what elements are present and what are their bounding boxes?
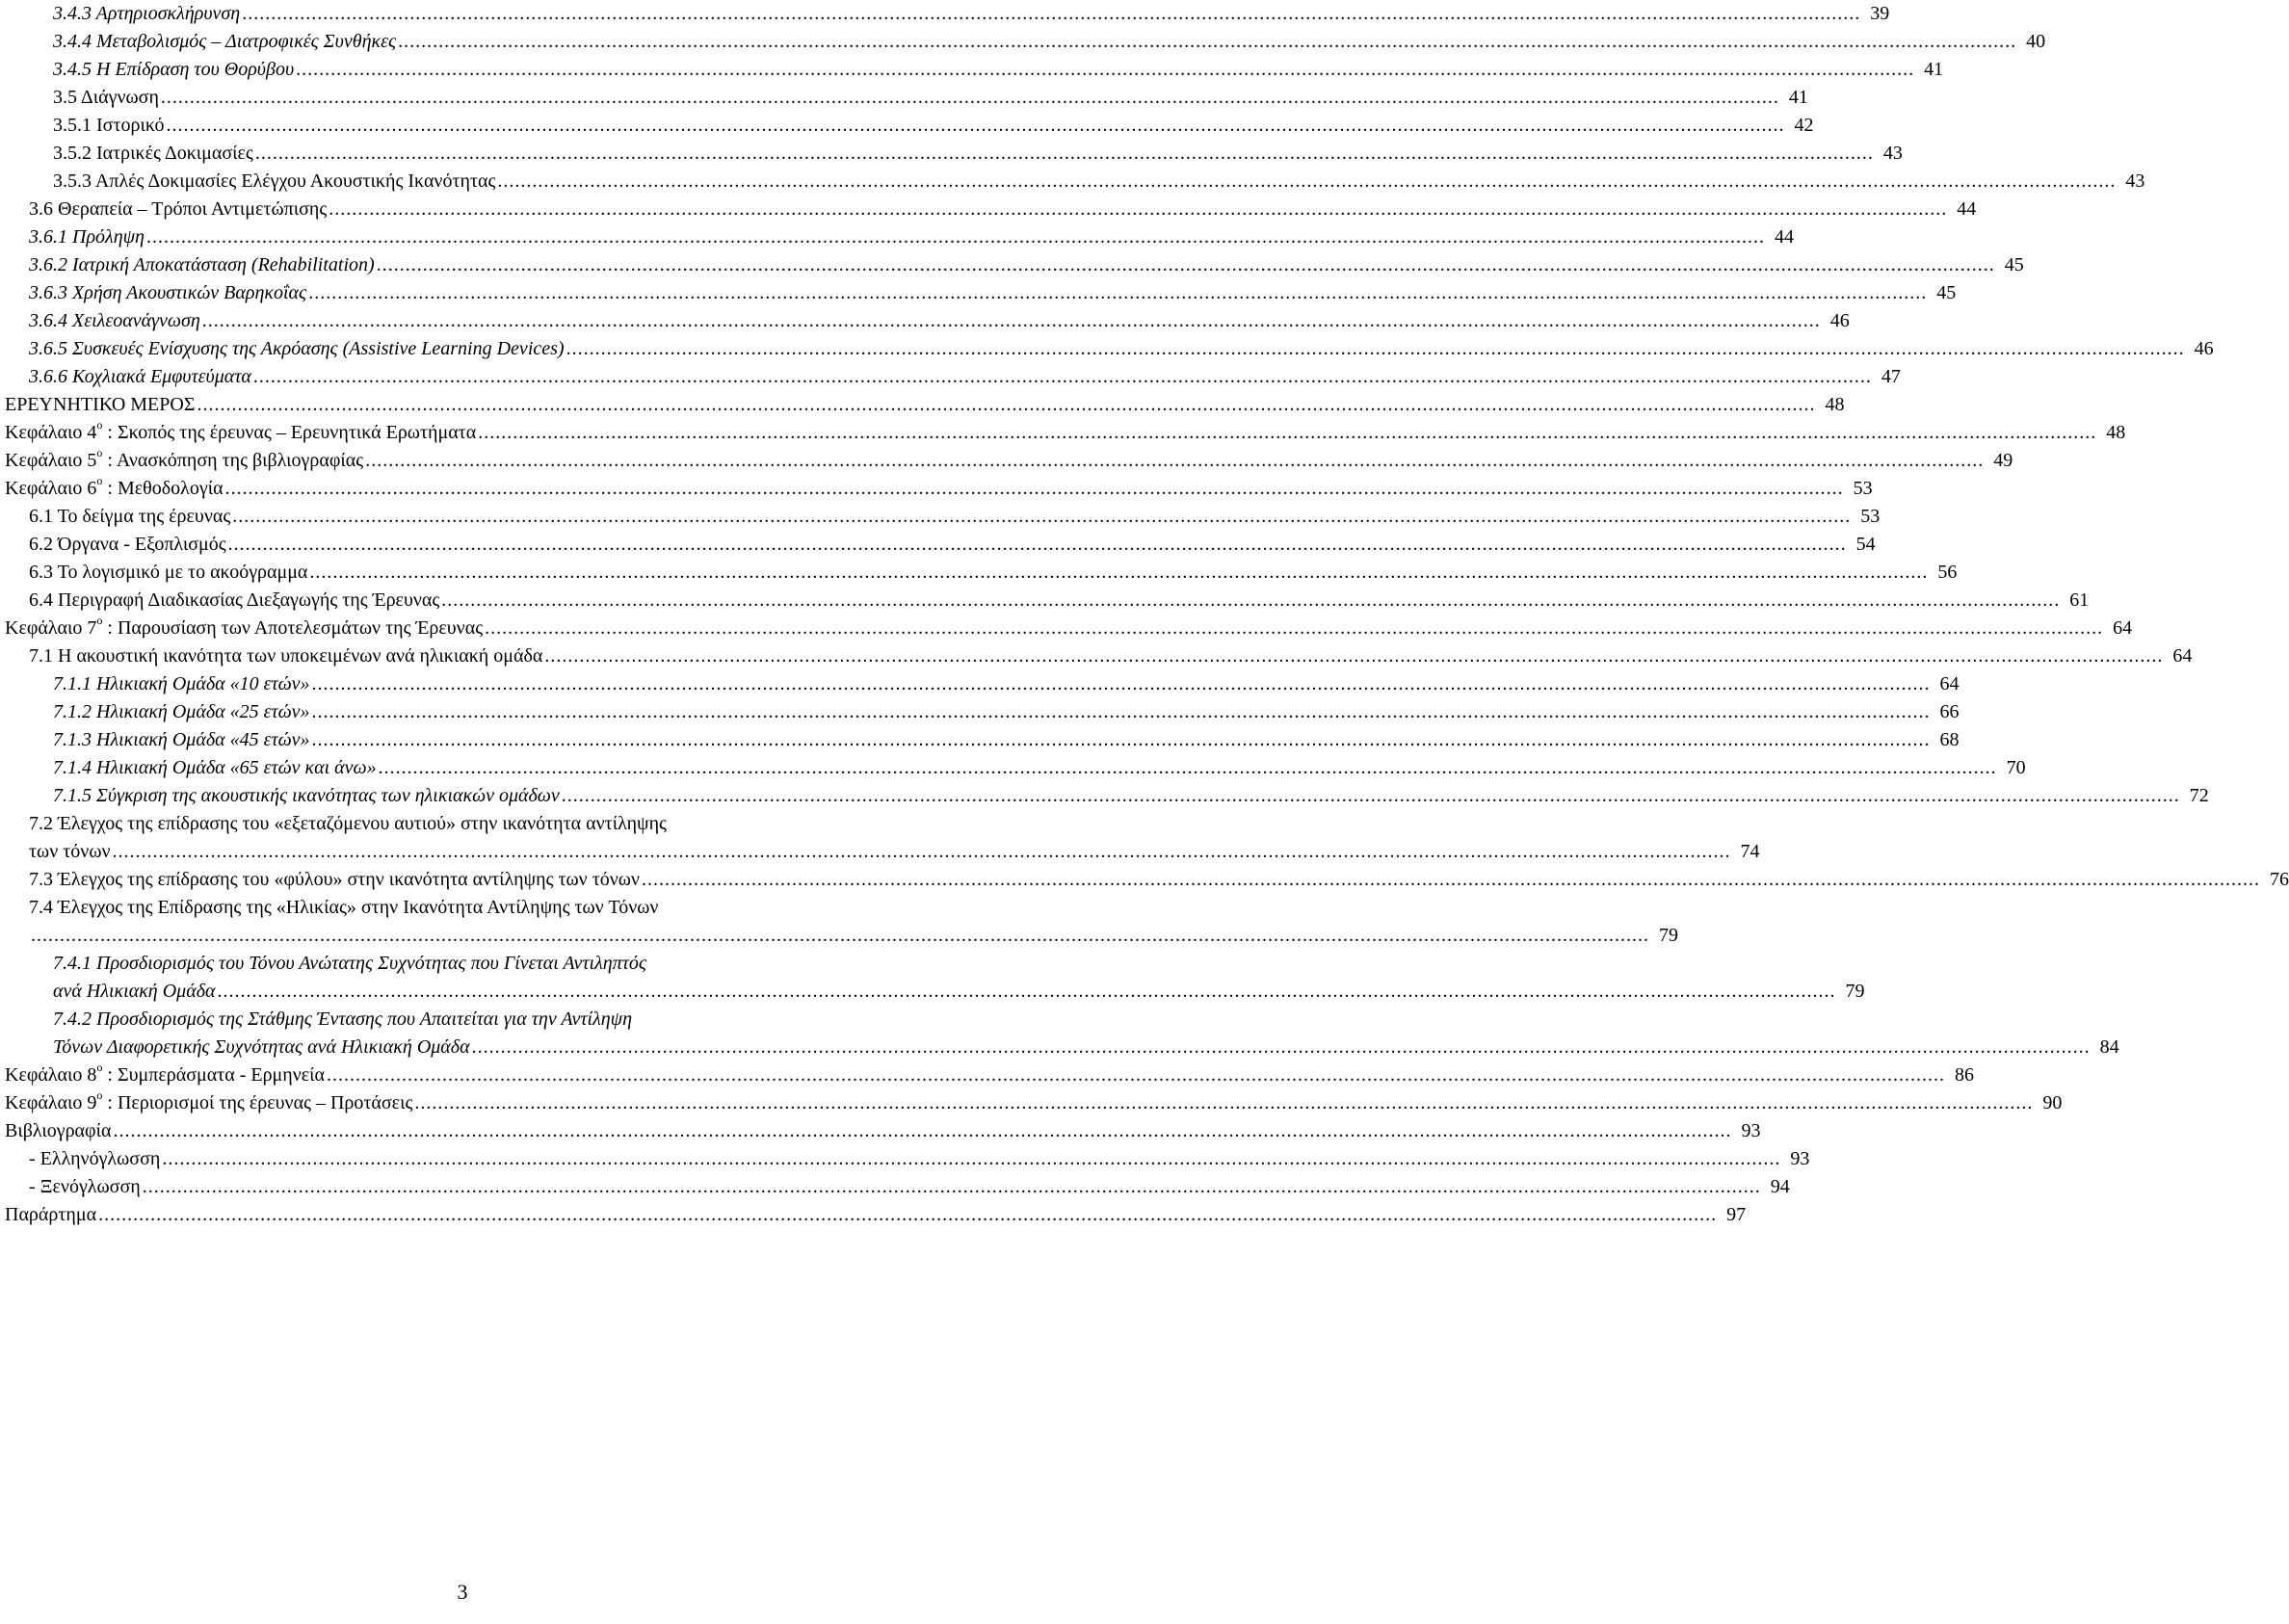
toc-entry[interactable]: [0, 391, 1845, 419]
toc-entry-title: 3.5.3 Απλές Δοκιμασίες Ελέγχου Ακουστικής Ικανότητας: [53, 170, 496, 192]
dot-leader: [161, 84, 1779, 112]
dot-leader: [398, 28, 2016, 56]
toc-entry[interactable]: [0, 251, 2024, 279]
toc-entry-title: 7.1.2 Ηλικιακή Ομάδα «25 ετών»: [53, 701, 310, 722]
dot-leader: [232, 503, 1851, 531]
toc-page-number: 76: [2269, 869, 2289, 890]
toc-entry-title: 3.4.4 Μεταβολισμός – Διατροφικές Συνθήκες: [53, 31, 397, 52]
toc-entry-title: - Ξενόγλωσση: [29, 1176, 141, 1197]
dot-leader: [31, 922, 1649, 950]
toc-page-number: 66: [1939, 701, 1960, 722]
toc-entry-title: 3.6.1 Πρόληψη: [29, 226, 145, 248]
toc-entry-title: Τόνων Διαφορετικής Συχνότητας ανά Ηλικιακή Ομάδα: [53, 1036, 470, 1058]
toc-page-number: 94: [1770, 1176, 1790, 1197]
toc-entry[interactable]: [0, 1088, 2063, 1117]
toc-entry-title: 6.3 Το λογισμικό με το ακοόγραμμα: [29, 562, 308, 583]
toc-page-number: 54: [1855, 534, 1876, 555]
toc-page-number: 49: [1993, 450, 2013, 471]
toc-page-number: 53: [1860, 506, 1881, 527]
toc-entry-title-line1: 7.4.1 Προσδιορισμός του Τόνου Ανώτατης Συχνότητας που Γίνεται Αντιληπτός: [53, 953, 646, 974]
dot-leader: [308, 279, 1927, 307]
toc-entry[interactable]: [0, 503, 1881, 531]
toc-entry-title: 6.4 Περιγραφή Διαδικασίας Διεξαγωγής της Έρευνας: [29, 589, 440, 611]
toc-page-number: 79: [1845, 981, 1865, 1002]
toc-entry[interactable]: [0, 726, 1960, 754]
toc-page-number: 40: [2026, 31, 2046, 52]
toc-page-number: 64: [1939, 673, 1960, 694]
toc-chapter-label: Κεφάλαιο 8: [5, 1064, 97, 1086]
toc-entry[interactable]: [0, 754, 2026, 782]
dot-leader: [562, 782, 2180, 810]
toc-entry-title: [5, 475, 224, 503]
toc-entry[interactable]: [0, 196, 1977, 223]
toc-chapter-title: : Σκοπός της έρευνας – Ερευνητικά Ερωτήματα: [102, 422, 477, 443]
toc-entry-title: 3.6.4 Χειλεοανάγνωση: [29, 310, 200, 331]
toc-entry-title: [5, 1089, 412, 1117]
toc-chapter-label: Κεφάλαιο 9: [5, 1092, 97, 1113]
dot-leader: [146, 223, 1765, 251]
toc-page-number: 93: [1790, 1148, 1810, 1169]
dot-leader: [228, 531, 1847, 559]
dot-leader: [642, 866, 2260, 894]
toc-entry[interactable]: [0, 307, 1850, 335]
toc-entry[interactable]: [0, 418, 2126, 447]
dot-leader: [162, 1145, 1780, 1173]
toc-entry-title: 3.6.2 Ιατρική Αποκατάσταση (Rehabilitation): [29, 254, 375, 275]
toc-entry[interactable]: [0, 866, 2289, 894]
toc-page-number: 44: [1957, 198, 1977, 220]
toc-page-number: 64: [2172, 645, 2193, 667]
toc-page-number: 48: [2106, 422, 2126, 443]
dot-leader: [113, 1117, 1731, 1145]
dot-leader: [478, 419, 2096, 447]
toc-entry[interactable]: [0, 614, 2133, 642]
toc-chapter-label: Κεφάλαιο 6: [5, 478, 97, 499]
dot-leader: [566, 335, 2185, 363]
toc-entry[interactable]: [0, 446, 2013, 475]
toc-entry[interactable]: [0, 1061, 1975, 1089]
toc-chapter-label: Κεφάλαιο 4: [5, 422, 97, 443]
dot-leader: [379, 754, 1997, 782]
toc-page-number: 46: [2194, 338, 2214, 359]
dot-leader: [166, 112, 1784, 140]
ordinal-superscript: ο: [96, 418, 103, 432]
toc-entry-title: [5, 447, 363, 475]
dot-leader: [365, 447, 1984, 475]
dot-leader: [472, 1034, 2091, 1061]
toc-entry-title-line1: 7.4 Έλεγχος της Επίδρασης της «Ηλικίας» στην Ικανότητα Αντίληψης των Τόνων: [29, 897, 659, 918]
dot-leader: [497, 168, 2116, 196]
toc-entry-title: 7.1.5 Σύγκριση της ακουστικής ικανότητας των ηλικιακών ομάδων: [53, 785, 560, 806]
toc-entry[interactable]: [0, 0, 1890, 28]
dot-leader: [441, 587, 2060, 615]
toc-page-number: 74: [1740, 841, 1760, 862]
toc-page-number: 61: [2069, 589, 2090, 611]
toc-page-number: 43: [2125, 170, 2145, 192]
toc-chapter-label: Κεφάλαιο 7: [5, 617, 97, 639]
toc-page-number: 53: [1853, 478, 1873, 499]
toc-entry-title-line1: 7.4.2 Προσδιορισμός της Στάθμης Έντασης που Απαιτείται για την Αντίληψη: [53, 1008, 633, 1030]
toc-page-number: 48: [1825, 394, 1845, 415]
toc-entry-title: 3.6.5 Συσκευές Ενίσχυσης της Ακρόασης (Assistive Learning Devices): [29, 338, 565, 359]
toc-page-number: 86: [1955, 1064, 1975, 1086]
ordinal-superscript: ο: [96, 1061, 103, 1075]
toc-entry[interactable]: [0, 335, 2214, 363]
toc-entry[interactable]: [0, 782, 2209, 810]
toc-chapter-title: : Ανασκόπηση της βιβλιογραφίας: [102, 450, 364, 471]
toc-entry-title: 3.6.6 Κοχλιακά Εμφυτεύματα: [29, 366, 251, 387]
toc-page-number: 70: [2006, 757, 2026, 778]
toc-entry[interactable]: [0, 1201, 1747, 1229]
toc-entry[interactable]: [0, 223, 1794, 251]
toc-entry[interactable]: [0, 559, 1958, 587]
dot-leader: [197, 391, 1815, 419]
toc-entry[interactable]: [0, 84, 1808, 112]
toc-entry[interactable]: [0, 56, 1944, 84]
dot-leader: [311, 670, 1930, 698]
dot-leader: [296, 56, 1914, 84]
toc-page-number: 45: [2004, 254, 2024, 275]
dot-leader: [242, 0, 1860, 28]
toc-entry-title: [5, 1061, 325, 1089]
toc-entry-title: 3.4.5 Η Επίδραση του Θορύβου: [53, 59, 295, 80]
toc-chapter-label: Κεφάλαιο 5: [5, 450, 97, 471]
toc-page-number: 56: [1937, 562, 1958, 583]
toc-entry[interactable]: [0, 1145, 1810, 1173]
toc-entry-title: 7.1.3 Ηλικιακή Ομάδα «45 ετών»: [53, 729, 310, 750]
toc-page-number: 41: [1924, 59, 1944, 80]
toc-entry-title: [5, 419, 476, 447]
toc-entry[interactable]: [0, 587, 2090, 615]
toc-page-number: 44: [1774, 226, 1794, 248]
dot-leader: [329, 196, 1947, 223]
toc-entry-title: 6.2 Όργανα - Εξοπλισμός: [29, 534, 226, 555]
toc-entry-title: 3.4.3 Αρτηριοσκλήρυνση: [53, 3, 241, 24]
toc-chapter-title: : Συμπεράσματα - Ερμηνεία: [102, 1064, 326, 1086]
toc-entry[interactable]: [0, 698, 1960, 726]
toc-entry[interactable]: [0, 112, 1814, 140]
toc-entry-title: 6.1 Το δείγμα της έρευνας: [29, 506, 231, 527]
toc-entry-title: 7.1.4 Ηλικιακή Ομάδα «65 ετών και άνω»: [53, 757, 377, 778]
toc-entry[interactable]: [0, 670, 1960, 698]
dot-leader: [98, 1201, 1717, 1229]
toc-entry[interactable]: [0, 950, 1865, 1006]
toc-entry[interactable]: [0, 1117, 1761, 1145]
toc-page-number: 68: [1939, 729, 1960, 750]
toc-entry-title: - Ελληνόγλωσση: [29, 1148, 161, 1169]
toc-page-number: 47: [1881, 366, 1901, 387]
toc-entry[interactable]: [0, 1006, 2119, 1061]
toc-entry-title: 3.5.1 Ιστορικό: [53, 115, 165, 136]
toc-entry-title: ανά Ηλικιακή Ομάδα: [53, 981, 216, 1002]
toc-chapter-title: : Περιορισμοί της έρευνας – Προτάσεις: [102, 1092, 413, 1113]
toc-entry-title: των τόνων: [29, 841, 111, 862]
ordinal-superscript: ο: [96, 474, 103, 488]
page-number: 3: [457, 1580, 468, 1604]
toc-page-number: 41: [1788, 87, 1808, 108]
toc-page-number: 93: [1741, 1120, 1761, 1141]
toc-entry-title: 3.5.2 Ιατρικές Δοκιμασίες: [53, 143, 253, 164]
toc-page-number: 72: [2189, 785, 2209, 806]
toc-entry[interactable]: [0, 363, 1901, 391]
toc-entry-title: 3.6 Θεραπεία – Τρόποι Αντιμετώπισης: [29, 198, 328, 220]
toc-page-number: 39: [1870, 3, 1890, 24]
toc-entry-title: 3.5 Διάγνωση: [53, 87, 159, 108]
toc-page-number: 46: [1829, 310, 1850, 331]
dot-leader: [311, 726, 1930, 754]
toc-page-number: 90: [2042, 1092, 2063, 1113]
toc-entry-title-line1: 7.2 Έλεγχος της επίδρασης του «εξεταζόμενου αυτιού» στην ικανότητα αντίληψης: [29, 813, 667, 834]
toc-page-number: 42: [1794, 115, 1814, 136]
dot-leader: [414, 1089, 2033, 1117]
toc-page-number: 43: [1882, 143, 1903, 164]
toc-entry-title: Βιβλιογραφία: [5, 1120, 112, 1141]
dot-leader: [202, 307, 1821, 335]
toc-entry-title: [5, 615, 483, 642]
dot-leader: [253, 363, 1872, 391]
toc-entry-title: 7.1 Η ακουστική ικανότητα των υποκειμένων ανά ηλικιακή ομάδα: [29, 645, 543, 667]
dot-leader: [143, 1173, 1761, 1201]
dot-leader: [327, 1061, 1945, 1089]
toc-page-number: 79: [1659, 925, 1678, 946]
toc-entry[interactable]: [0, 810, 1760, 866]
dot-leader: [255, 140, 1874, 168]
toc-page-number: 64: [2113, 617, 2133, 639]
toc-entry[interactable]: [0, 1173, 1790, 1201]
toc-entry-title: 7.3 Έλεγχος της επίδρασης του «φύλου» στην ικανότητα αντίληψης των τόνων: [29, 869, 640, 890]
ordinal-superscript: ο: [96, 1088, 103, 1103]
dot-leader: [113, 838, 1731, 866]
dot-leader: [311, 698, 1930, 726]
toc-entry[interactable]: [0, 140, 1903, 168]
toc-entry-title: Παράρτημα: [5, 1204, 97, 1225]
ordinal-superscript: ο: [96, 446, 103, 460]
dot-leader: [309, 559, 1928, 587]
toc-page-number: 97: [1726, 1204, 1747, 1225]
toc-chapter-title: : Παρουσίαση των Αποτελεσμάτων της Έρευνας: [102, 617, 484, 639]
ordinal-superscript: ο: [96, 614, 103, 628]
toc-chapter-title: : Μεθοδολογία: [102, 478, 224, 499]
toc-entry[interactable]: [0, 642, 2193, 670]
toc-page-number: 84: [2099, 1036, 2119, 1058]
toc-entry[interactable]: [0, 474, 1873, 503]
toc-entry[interactable]: [0, 531, 1876, 559]
dot-leader: [544, 642, 2163, 670]
toc-entry[interactable]: [0, 28, 2046, 56]
toc-entry[interactable]: [0, 168, 2145, 196]
toc-entry-title: 7.1.1 Ηλικιακή Ομάδα «10 ετών»: [53, 673, 310, 694]
toc-entry-title: ΕΡΕΥΝΗΤΙΚΟ ΜΕΡΟΣ: [5, 394, 196, 415]
toc-entry[interactable]: [0, 894, 1678, 950]
dot-leader: [485, 615, 2103, 642]
toc-page-number: 45: [1936, 282, 1957, 303]
dot-leader: [225, 475, 1844, 503]
toc-entry-title: 3.6.3 Χρήση Ακουστικών Βαρηκοΐας: [29, 282, 307, 303]
toc-entry[interactable]: [0, 279, 1957, 307]
dot-leader: [218, 978, 1836, 1006]
dot-leader: [377, 251, 1995, 279]
